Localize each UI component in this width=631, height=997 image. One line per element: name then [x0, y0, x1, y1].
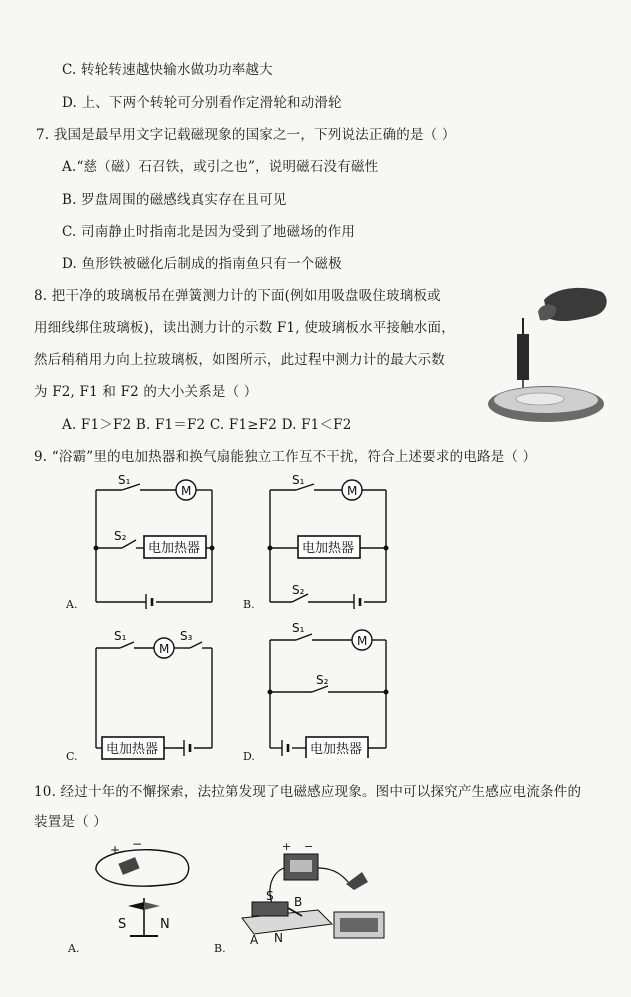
q9-stem: 9. “浴霸”里的电加热器和换气扇能独立工作互不干扰，符合上述要求的电路是（ ）: [34, 449, 537, 465]
circuit-b-label: B.: [243, 598, 255, 611]
switch-s2-label: S₂: [316, 673, 329, 687]
figure-a-label: A.: [68, 942, 80, 955]
glass-plate: [516, 393, 564, 405]
q10-line-2: 装置是（ ）: [34, 814, 107, 830]
q8-line-2: 用细线绑住玻璃板)，读出测力计的示数 F1, 使玻璃板水平接触水面，: [34, 320, 455, 336]
q8-line-1: 8. 把干净的玻璃板吊在弹簧测力计的下面(例如用吸盘吸住玻璃板或: [34, 288, 441, 304]
motor-label: M: [357, 634, 368, 648]
minus-label: −: [304, 840, 314, 853]
switch-s1-label: S₁: [118, 474, 131, 487]
motor-label: M: [159, 642, 170, 656]
battery-icon: [118, 857, 139, 875]
q8-line-3: 然后稍稍用力向上拉玻璃板，如图所示，此过程中测力计的最大示数: [34, 352, 445, 368]
induction-figure: [222, 838, 392, 950]
switch-s3-label: S₃: [180, 629, 193, 643]
q6-option-c: C. 转轮转速越快输水做功功率越大: [62, 62, 273, 78]
plus-label: +: [110, 843, 121, 857]
circuit-c-label: C.: [66, 750, 78, 763]
heater-label: 电加热器: [106, 742, 159, 757]
minus-label: −: [132, 840, 143, 851]
q7-option-d: D. 鱼形铁被磁化后制成的指南鱼只有一个磁极: [62, 256, 342, 272]
q7-option-c: C. 司南静止时指南北是因为受到了地磁场的作用: [62, 224, 356, 240]
switch-icon: [346, 872, 368, 890]
q10-line-1: 10. 经过十年的不懈探索，法拉第发现了电磁感应现象。图中可以探究产生感应电流条件的: [34, 784, 582, 800]
heater-label: 电加热器: [310, 742, 363, 757]
circuit-a-label: A.: [66, 598, 78, 611]
label-s: S: [266, 889, 274, 903]
circuit-c: [88, 626, 228, 761]
compass-needle-n: [144, 902, 160, 910]
label-a: A: [250, 933, 259, 947]
switch-s1-label: S₁: [292, 474, 305, 487]
switch-s2-label: S₂: [292, 583, 305, 597]
plus-label: +: [282, 840, 292, 853]
circuit-d: [262, 618, 402, 758]
heater-label: 电加热器: [148, 541, 201, 556]
motor-label: M: [181, 484, 192, 498]
label-b: B: [294, 895, 303, 909]
label-n: N: [274, 931, 283, 945]
glass-plate-figure: [482, 278, 616, 428]
motor-label: M: [347, 484, 358, 498]
switch-s1-label: S₁: [114, 629, 127, 643]
pole-s-label: S: [118, 917, 127, 932]
q8-options: A. F1＞F2 B. F1＝F2 C. F1≥F2 D. F1＜F2: [62, 417, 352, 433]
figure-b-label: B.: [214, 942, 226, 955]
circuit-a: [88, 474, 228, 609]
q7-option-b: B. 罗盘周围的磁感线真实存在且可见: [62, 192, 287, 208]
switch-s1-label: S₁: [292, 621, 305, 635]
pole-n-label: N: [160, 917, 170, 932]
q8-line-4: 为 F2, F1 和 F2 的大小关系是（ ）: [34, 384, 258, 400]
compass-needle-s: [128, 902, 144, 910]
spring-scale: [517, 334, 529, 380]
q7-stem: 7. 我国是最早用文字记载磁现象的国家之一，下列说法正确的是（ ）: [36, 127, 456, 143]
heater-label: 电加热器: [302, 541, 355, 556]
magnet-icon: [252, 902, 288, 916]
q6-option-d: D. 上、下两个转轮可分别看作定滑轮和动滑轮: [62, 95, 342, 111]
switch-s2-label: S₂: [114, 529, 127, 543]
oersted-figure: [84, 840, 199, 950]
circuit-d-label: D.: [243, 750, 255, 763]
q7-option-a: A.“慈（磁）石召铁，或引之也”，说明磁石没有磁性: [62, 159, 379, 175]
circuit-b: [262, 474, 402, 609]
